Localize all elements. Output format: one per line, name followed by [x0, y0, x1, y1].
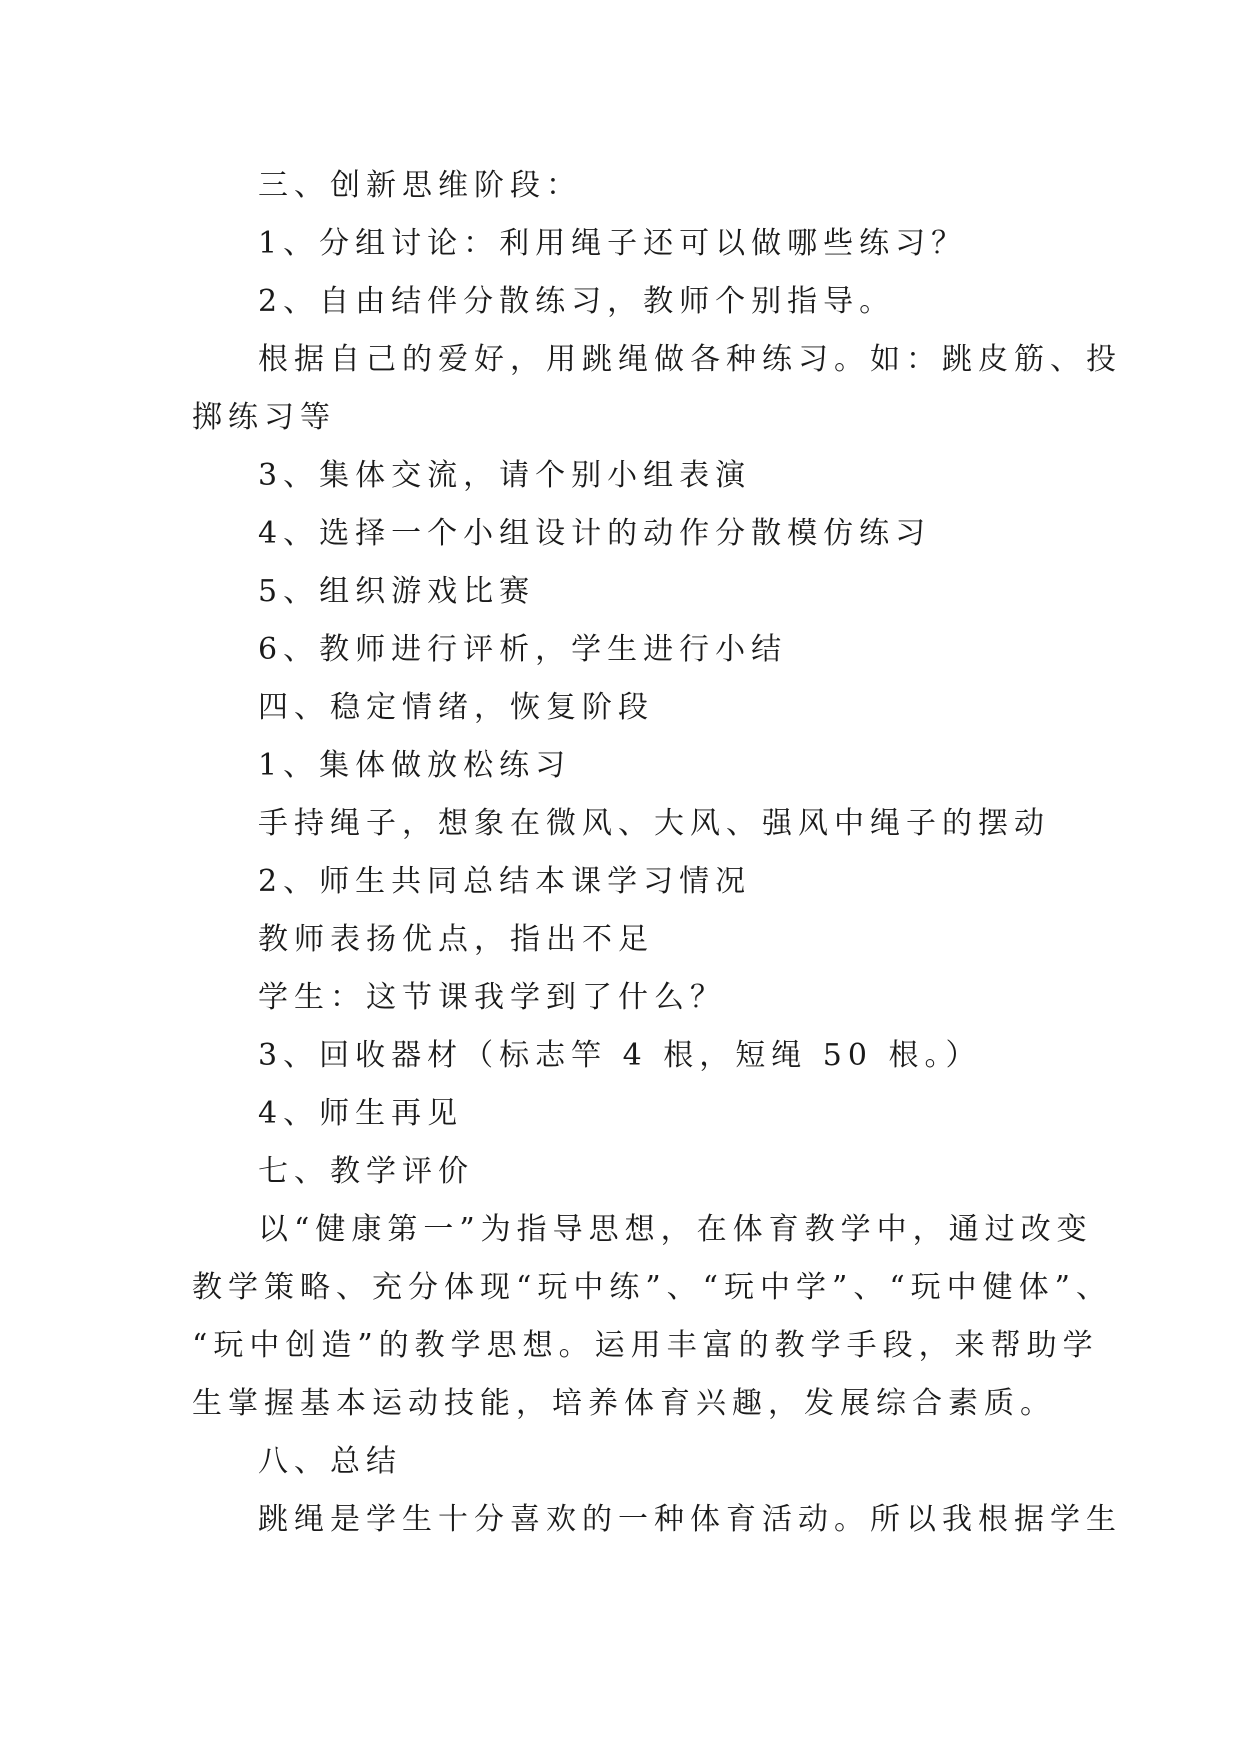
- paragraph-line: 掷练习等: [192, 400, 336, 435]
- paragraph-line: 根据自己的爱好，用跳绳做各种练习。如：跳皮筋、投: [258, 342, 1122, 377]
- paragraph-line: 教学策略、充分体现“玩中练”、“玩中学”、“玩中健体”、: [192, 1270, 1113, 1305]
- paragraph-line: 2、师生共同总结本课学习情况: [258, 864, 752, 899]
- paragraph-line: 4、师生再见: [258, 1096, 464, 1131]
- paragraph-line: 1、集体做放松练习: [258, 748, 572, 783]
- section-heading-stabilize: 四、稳定情绪，恢复阶段: [258, 690, 654, 725]
- paragraph-line: 1、分组讨论：利用绳子还可以做哪些练习？: [258, 226, 968, 261]
- paragraph-line: 跳绳是学生十分喜欢的一种体育活动。所以我根据学生: [258, 1502, 1122, 1537]
- section-heading-summary: 八、总结: [258, 1444, 402, 1479]
- paragraph-line: 6、教师进行评析，学生进行小结: [258, 632, 788, 667]
- paragraph-line: 5、组织游戏比赛: [258, 574, 536, 609]
- paragraph-line: 手持绳子，想象在微风、大风、强风中绳子的摆动: [258, 806, 1050, 841]
- paragraph-line: 3、集体交流，请个别小组表演: [258, 458, 752, 493]
- paragraph-line: 以“健康第一”为指导思想，在体育教学中，通过改变: [258, 1212, 1093, 1247]
- paragraph-line: 4、选择一个小组设计的动作分散模仿练习: [258, 516, 932, 551]
- paragraph-line: 生掌握基本运动技能，培养体育兴趣，发展综合素质。: [192, 1386, 1056, 1421]
- section-heading-innovation: 三、创新思维阶段：: [258, 168, 582, 203]
- paragraph-line: 教师表扬优点，指出不足: [258, 922, 654, 957]
- paragraph-line: 学生：这节课我学到了什么？: [258, 980, 726, 1015]
- paragraph-line: 3、回收器材（标志竿 4 根，短绳 50 根。）: [258, 1038, 982, 1073]
- paragraph-line: “玩中创造”的教学思想。运用丰富的教学手段，来帮助学: [192, 1328, 1099, 1363]
- paragraph-line: 2、自由结伴分散练习，教师个别指导。: [258, 284, 896, 319]
- section-heading-evaluation: 七、教学评价: [258, 1154, 474, 1189]
